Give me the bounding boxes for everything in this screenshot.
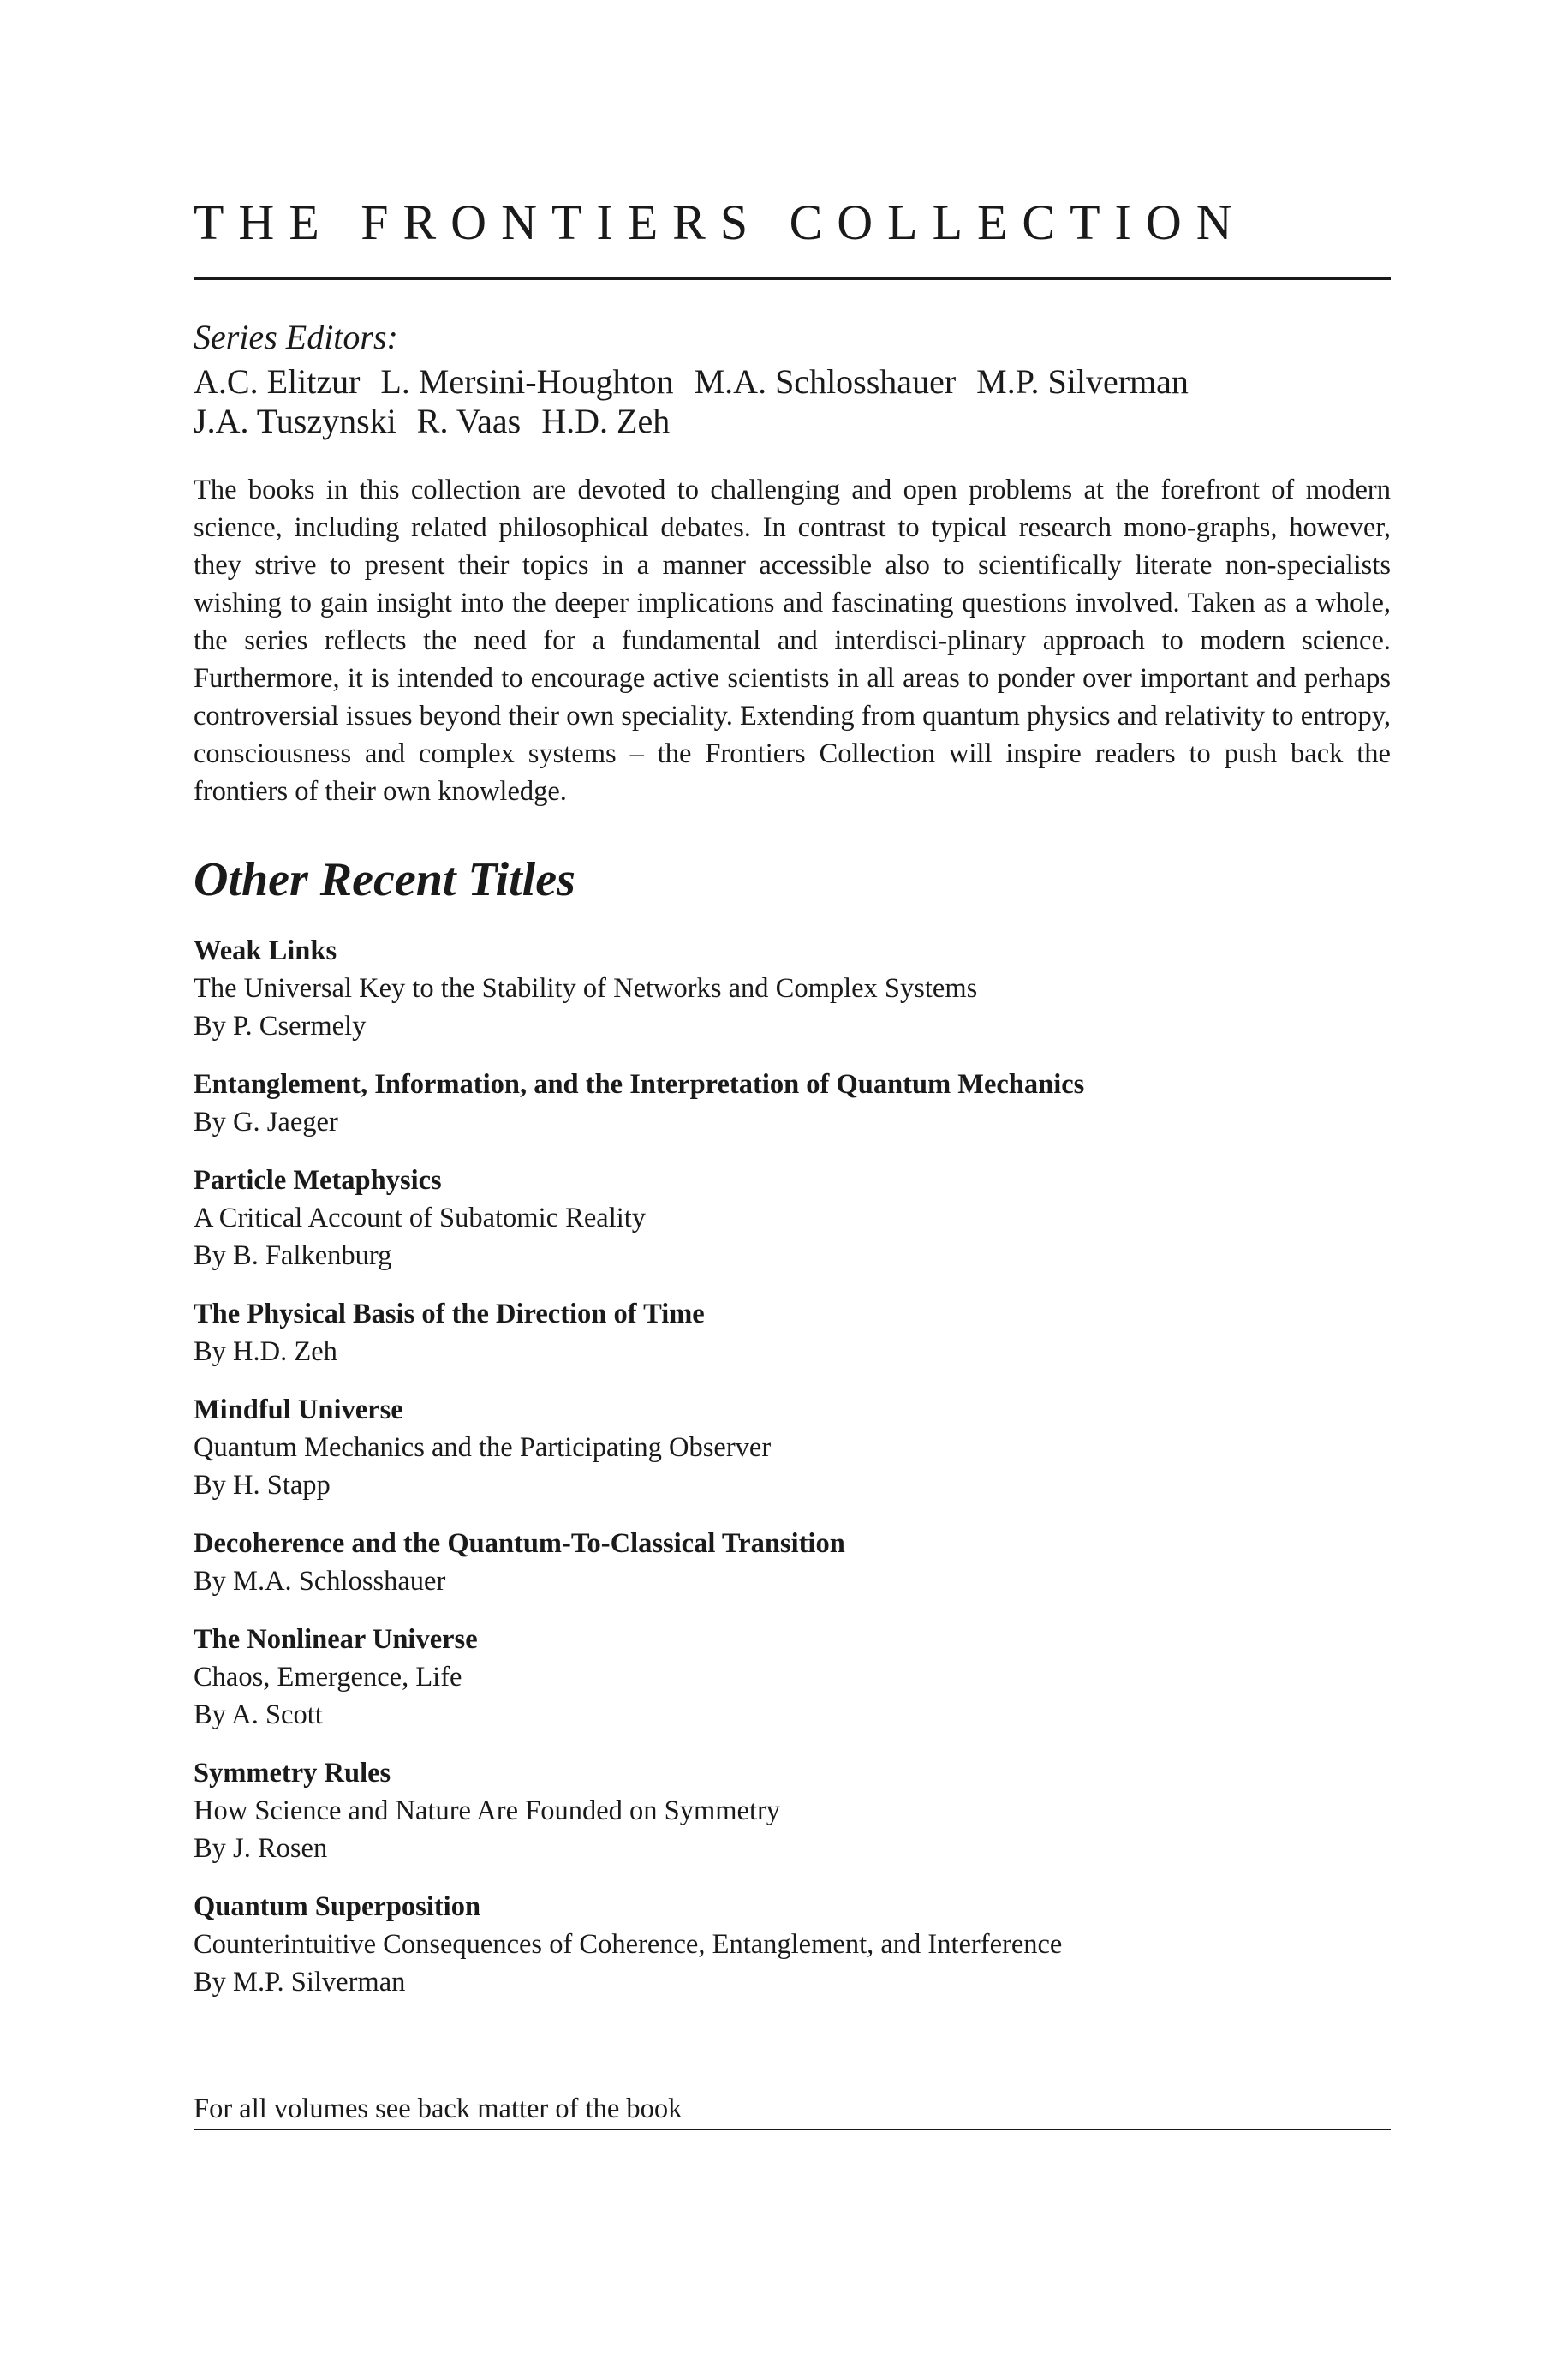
editor-name: J.A. Tuszynski <box>194 402 396 440</box>
book-entry <box>194 1754 1391 1867</box>
book-title: Entanglement, Information, and the Interpretation of Quantum Mechanics <box>194 1069 1085 1100</box>
book-title: The Physical Basis of the Direction of Time <box>194 1299 705 1329</box>
book-list <box>194 932 1391 2022</box>
book-entry <box>194 1162 1391 1275</box>
book-entry <box>194 1391 1391 1504</box>
book-author: By H.D. Zeh <box>194 1336 337 1367</box>
book-title: Mindful Universe <box>194 1395 403 1425</box>
book-entry <box>194 1888 1391 2001</box>
editor-name: M.P. Silverman <box>976 362 1189 401</box>
editor-name: H.D. Zeh <box>541 402 671 440</box>
other-titles-heading: Other Recent Titles <box>194 853 575 906</box>
book-title: The Nonlinear Universe <box>194 1624 478 1655</box>
book-author: By G. Jaeger <box>194 1107 338 1138</box>
book-subtitle: How Science and Nature Are Founded on Symmetry <box>194 1795 781 1826</box>
book-subtitle: The Universal Key to the Stability of Networks and Complex Systems <box>194 973 978 1004</box>
book-title: Particle Metaphysics <box>194 1165 442 1196</box>
book-entry <box>194 1066 1391 1141</box>
book-author: By M.P. Silverman <box>194 1967 406 1998</box>
book-author: By J. Rosen <box>194 1833 328 1864</box>
book-entry <box>194 1525 1391 1600</box>
book-author: By B. Falkenburg <box>194 1240 392 1271</box>
book-subtitle: Quantum Mechanics and the Participating Observer <box>194 1432 772 1463</box>
editors-line-1 <box>194 361 1209 402</box>
book-author: By H. Stapp <box>194 1470 331 1501</box>
editor-name: M.A. Schlosshauer <box>694 362 957 401</box>
book-subtitle: Counterintuitive Consequences of Coherence, Entanglement, and Interference <box>194 1929 1063 1960</box>
book-title: Weak Links <box>194 935 337 966</box>
book-title: Quantum Superposition <box>194 1891 481 1922</box>
book-subtitle: A Critical Account of Subatomic Reality <box>194 1203 647 1233</box>
book-author: By A. Scott <box>194 1699 323 1730</box>
editors-line-2 <box>194 401 690 441</box>
book-title: Symmetry Rules <box>194 1758 391 1789</box>
editor-name: L. Mersini-Houghton <box>380 362 674 401</box>
book-subtitle: Chaos, Emergence, Life <box>194 1662 462 1693</box>
series-editors-label: Series Editors: <box>194 318 398 356</box>
bottom-divider <box>194 2129 1391 2130</box>
editor-name: A.C. Elitzur <box>194 362 361 401</box>
series-description: The books in this collection are devoted to challenging and open problems at the forefront of modern science, including related philosophical debates. In contrast to typical research mono-graphs, however, they strive to present their topics in a manner accessible also to scientifically literate non-specialists wishing to gain insight into the deeper implications and fascinating questions involved. Taken as a whole, the series reflects the need for a fundamental and interdisci-plinary approach to modern science. Furthermore, it is intended to encourage active scientists in all areas to ponder over important and perhaps controversial issues beyond their own speciality. Extending from quantum physics and relativity to entropy, consciousness and complex systems – the Frontiers Collection will inspire readers to push back the frontiers of their own knowledge. <box>194 475 1391 807</box>
book-author: By M.A. Schlosshauer <box>194 1566 446 1597</box>
book-author: By P. Csermely <box>194 1011 367 1042</box>
book-entry <box>194 1621 1391 1734</box>
footer-note: For all volumes see back matter of the book <box>194 2093 683 2124</box>
top-divider <box>194 277 1391 280</box>
editor-name: R. Vaas <box>416 402 522 440</box>
book-entry <box>194 932 1391 1045</box>
book-title: Decoherence and the Quantum-To-Classical Transition <box>194 1528 845 1559</box>
book-entry <box>194 1295 1391 1371</box>
series-title: THE FRONTIERS COLLECTION <box>194 194 1247 250</box>
